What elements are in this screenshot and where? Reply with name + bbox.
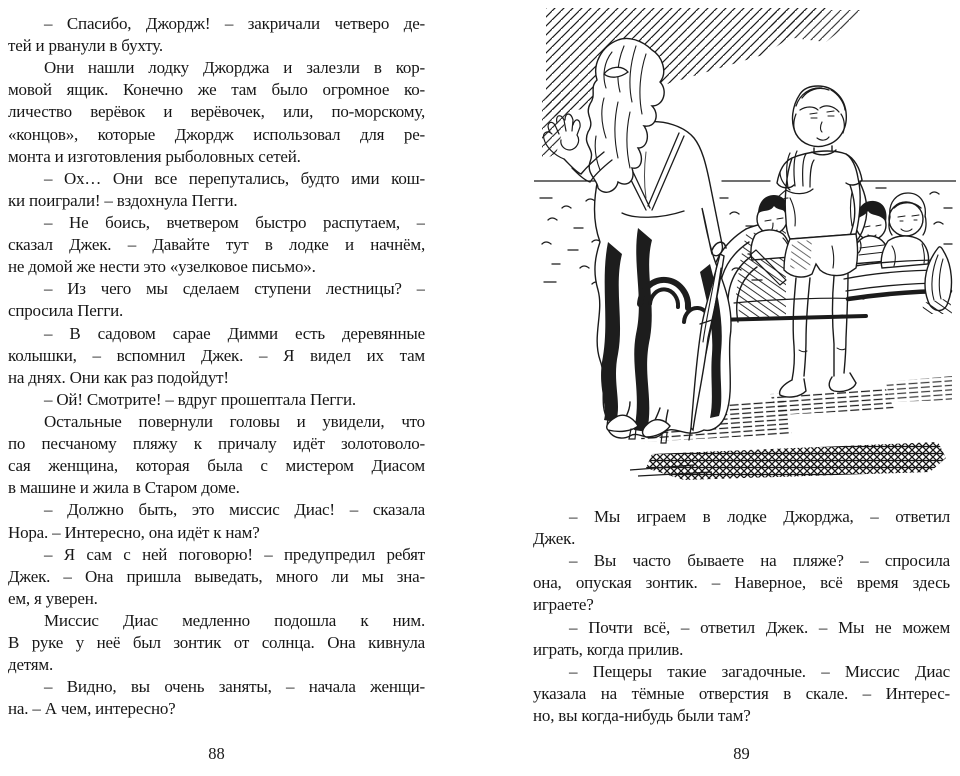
text-line: играете? [533,595,594,615]
text-line: – Ох… Они все перепутались, будто ими кош- [44,168,425,188]
text-line: – Видно, вы очень заняты, – начала женщи- [44,677,425,697]
text-line: колышки, – вспомнил Джек. – Я видел их там [8,345,425,365]
right-page-text [533,506,950,727]
text-line: не домой же нести это «узелковое письмо». [8,257,316,277]
text-line: она, опуская зонтик. – Наверное, всё время здесь [533,573,950,593]
beach-illustration [534,2,956,494]
text-line: – Не боись, вчетвером быстро распутаем, – [44,212,425,232]
page-number-left: 88 [208,744,225,763]
left-page-text [8,13,425,721]
text-line: – В садовом сарае Димми есть деревянные [44,323,425,343]
text-line: спросила Пегги. [8,301,124,321]
text-line: но, вы когда-нибудь были там? [533,705,751,725]
text-line: – Мы играем в лодке Джорджа, – ответил [569,507,950,526]
text-line: детям. [8,655,54,675]
text-line: в машине и жила в Старом доме. [8,478,240,498]
text-line: – Спасибо, Джордж! – закричали четверо де- [44,14,425,33]
text-line: мовой ящик. Конечно же там было огромное ко- [8,80,425,100]
page-number-right: 89 [733,744,750,763]
text-line: монта и изготовления рыболовных сетей. [8,146,301,166]
text-line: на. – А чем, интересно? [8,699,176,719]
text-line: Джек. [533,529,576,549]
text-line: Они нашли лодку Джорджа и залезли в кор- [44,58,425,78]
text-line: на днях. Они как раз подойдут! [8,367,229,387]
blonde-girl [881,193,928,268]
text-line: по песчаному пляжу к причалу идёт золотоволо- [8,434,425,454]
text-line: – Пещеры такие загадочные. – Миссис Диас [569,661,950,681]
text-line: Джек. – Она пришла выведать, много ли мы зна- [8,566,425,586]
text-line: – Почти всё, – ответил Джек. – Мы не можем [569,617,950,637]
text-line: ем, я уверен. [8,588,98,608]
text-line: Миссис Диас медленно подошла к ним. [44,610,425,630]
text-line: – Ой! Смотрите! – вдруг прошептала Пегги. [44,389,356,409]
text-line: ки поиграли! – вздохнула Пегги. [8,190,238,210]
text-line: – Вы часто бываете на пляже? – спросила [569,551,950,571]
text-line: сказал Джек. – Давайте тут в лодке и начнём, [8,235,425,255]
text-line: – Должно быть, это миссис Диас! – сказала [44,500,425,520]
text-line: – Я сам с ней поговорю! – предупредил ребят [44,544,425,564]
text-line: Нора. – Интересно, она идёт к нам? [8,522,260,542]
text-line: указала на тёмные отверстия в скале. – Интерес- [533,683,950,703]
beach-illustration-drawing [534,2,956,494]
text-line: – Из чего мы сделаем ступени лестницы? – [44,279,425,299]
text-line: В руке у неё был зонтик от солнца. Она кивнула [8,633,425,653]
text-line: Остальные повернули головы и увидели, что [44,411,425,431]
text-line: играть, когда прилив. [533,639,684,659]
text-line: «концов», которые Джордж использовал для ре- [8,124,425,144]
text-line: сая женщина, которая была с мистером Диасом [8,456,425,476]
text-line: личество верёвок и верёвочек, или, по-морскому, [8,102,425,122]
text-line: тей и рванули в бухту. [8,36,163,56]
